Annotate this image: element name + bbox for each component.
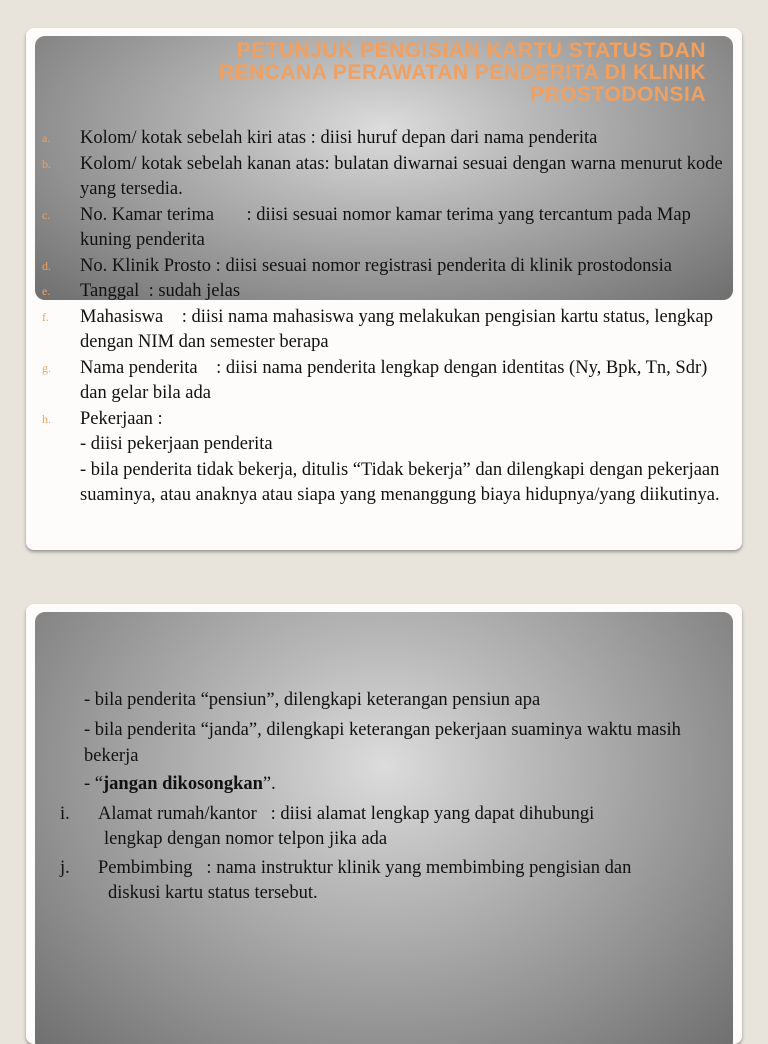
list-marker: e.: [42, 284, 51, 298]
instruction-list: [26, 126, 742, 509]
list-marker: f.: [42, 309, 49, 324]
list-marker: h.: [42, 411, 51, 426]
list-item: [26, 126, 742, 152]
list-item: [26, 305, 742, 356]
list-item: [26, 203, 742, 254]
list-marker: i.: [60, 804, 70, 824]
list-item: [26, 254, 742, 280]
list-item-text: diskusi kartu status tersebut.: [108, 883, 318, 903]
slide-2: [26, 604, 742, 1044]
list-item: [26, 407, 742, 509]
list-item-text: Mahasiswa : diisi nama mahasiswa yang melakukan pengisian kartu status, lengkap dengan NIM dan semester berapa: [80, 306, 718, 352]
list-marker: g.: [42, 360, 51, 375]
list-item-text: No. Klinik Prosto : diisi sesuai nomor registrasi penderita di klinik prostodonsia: [80, 255, 672, 276]
list-item-text: lengkap dengan nomor telpon jika ada: [104, 829, 388, 849]
text-line: - bila penderita “janda”, dilengkapi keterangan pekerjaan suaminya waktu masih bekerja: [84, 720, 686, 766]
list-subline: - bila penderita tidak bekerja, ditulis “Tidak bekerja” dan dilengkapi dengan pekerjaan suaminya, atau anaknya atau siapa yang menanggung biaya hidupnya/yang diikutinya.: [80, 459, 725, 505]
list-marker: j.: [60, 858, 70, 878]
list-item: [26, 279, 742, 305]
list-item: [26, 152, 742, 203]
list-marker: d.: [42, 258, 51, 273]
list-item-text: Alamat rumah/kantor : diisi alamat lengkap yang dapat dihubungi: [98, 804, 595, 824]
text-fragment: - “: [84, 774, 103, 794]
list-item-text: Pembimbing : nama instruktur klinik yang membimbing pengisian dan: [98, 858, 632, 878]
list-item-text: No. Kamar terima : diisi sesuai nomor kamar terima yang tercantum pada Map kuning penderita: [80, 204, 696, 250]
bold-text: jangan dikosongkan: [103, 774, 263, 794]
list-marker: c.: [42, 207, 51, 222]
text-fragment: ”.: [262, 774, 276, 794]
list-item-text: Kolom/ kotak sebelah kanan atas: bulatan diwarnai sesuai dengan warna menurut kode yang tersedia.: [80, 153, 728, 199]
slide-1: [26, 28, 742, 550]
list-item-text: Kolom/ kotak sebelah kiri atas : diisi huruf depan dari nama penderita: [80, 128, 598, 148]
list-marker: b.: [42, 156, 51, 171]
text-line: - bila penderita “pensiun”, dilengkapi keterangan pensiun apa: [84, 690, 541, 710]
list-item-text: Pekerjaan :: [80, 408, 163, 429]
list-item: [26, 356, 742, 407]
text-line: [84, 772, 724, 798]
list-item-text: Nama penderita : diisi nama penderita lengkap dengan identitas (Ny, Bpk, Tn, Sdr) dan gelar bila ada: [80, 357, 712, 403]
list-marker: a.: [42, 131, 51, 145]
list-subline: - diisi pekerjaan penderita: [80, 434, 273, 454]
list-item-text: Tanggal : sudah jelas: [80, 281, 241, 301]
slide-title: PETUNJUK PENGISIAN KARTU STATUS DAN RENCANA PERAWATAN PENDERITA DI KLINIK PROSTODONSIA: [218, 39, 706, 106]
